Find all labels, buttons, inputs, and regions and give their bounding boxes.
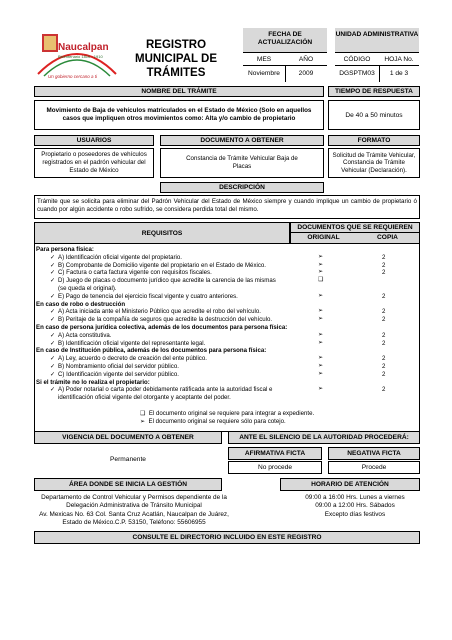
check-icon: ✓ bbox=[50, 364, 56, 370]
requisito-item-continuation bbox=[36, 285, 428, 293]
requisito-text: C) Factura o carta factura vigente con requisitos fiscales. bbox=[58, 269, 212, 277]
consulte-directorio-label: CONSULTE EL DIRECTORIO INCLUIDO EN ESTE REGISTRO bbox=[34, 531, 420, 544]
copia-count: 2 bbox=[382, 269, 386, 277]
copia-count: 2 bbox=[382, 316, 386, 324]
arrow-icon: ➢ bbox=[318, 363, 324, 369]
descripcion-value: Trámite que se solicita para eliminar del Padrón Vehicular del Estado de México siempre y cuando implique un cambio de propietario ó cuando por algún accidente o robo sufrido, se considera perdida total del mismo. bbox=[34, 195, 420, 219]
tiempo-label: TIEMPO DE RESPUESTA bbox=[328, 86, 420, 97]
arrow-icon: ➢ bbox=[318, 269, 324, 276]
ano-value: 2009 bbox=[298, 70, 314, 77]
copia-count: 2 bbox=[382, 339, 386, 347]
check-icon: ✓ bbox=[50, 293, 56, 300]
horario-line: Excepto días festivos bbox=[324, 510, 386, 518]
original-label: ORIGINAL bbox=[290, 233, 356, 244]
usuarios-value: Propietario o poseedores de vehículos registrados en el padrón vehicular del Estado de México bbox=[34, 148, 154, 178]
horario-line: 09:00 a 12:00 Hrs. Sábados bbox=[315, 502, 395, 510]
requisito-text: A) Poder notarial o carta poder debidamente ratificada ante la autoridad fiscal e bbox=[58, 386, 273, 394]
check-icon: ✓ bbox=[50, 356, 56, 363]
checkbox-icon: ❑ bbox=[318, 277, 324, 284]
requisito-text: B) Peritaje de la compañía de seguros que acredite la destrucción del vehículo. bbox=[58, 316, 273, 324]
title-line: REGISTRO bbox=[145, 39, 207, 51]
arrow-icon: ➢ bbox=[318, 261, 324, 268]
tramite-label: NOMBRE DEL TRÁMITE bbox=[34, 86, 324, 97]
tiempo-value: De 40 a 50 minutos bbox=[328, 100, 420, 130]
requisito-text: A) Acta constitutiva. bbox=[58, 331, 112, 339]
negativa-value: Procede bbox=[328, 461, 420, 474]
horario-box bbox=[290, 494, 420, 524]
mes-label: MES bbox=[256, 56, 272, 63]
codigo-value: DGSPTM03 bbox=[339, 70, 375, 77]
copia-label: COPIA bbox=[356, 233, 420, 244]
requisito-section-heading bbox=[36, 246, 406, 254]
requisito-text: A) Acta iniciada ante el Ministerio Público que acredite el robo del vehículo. bbox=[58, 308, 261, 316]
unidad-label: UNIDAD ADMINISTRATIVA bbox=[335, 28, 419, 53]
documento-value: Constancia de Trámite Vehicular Baja de Placas bbox=[160, 148, 324, 178]
descripcion-label: DESCRIPCIÓN bbox=[160, 182, 324, 193]
requisito-item-continuation bbox=[36, 394, 428, 402]
arrow-icon: ➢ bbox=[318, 331, 324, 338]
negativa-label: NEGATIVA FICTA bbox=[328, 447, 420, 460]
requisito-heading-text: En caso de persona jurídica colectiva, además de los documentos para persona física: bbox=[36, 324, 288, 331]
area-line: Delegación Administrativa de Tránsito Municipal bbox=[66, 502, 202, 510]
docs-requeridos-label: DOCUMENTOS QUE SE REQUIEREN bbox=[290, 222, 420, 233]
page-title bbox=[126, 38, 226, 80]
requisito-text: B) Identificación oficial vigente del representante legal. bbox=[58, 339, 206, 347]
requisito-section-heading bbox=[36, 301, 406, 309]
copia-count: 2 bbox=[382, 386, 386, 394]
vigencia-value: Permanente bbox=[110, 455, 146, 463]
check-icon: ✓ bbox=[50, 317, 56, 324]
note-original-cotejo: ➢ El documento original se requiere sólo para cotejo. bbox=[140, 418, 286, 425]
requisito-text: C) Identificación vigente del servidor público. bbox=[58, 370, 179, 378]
copia-count: 2 bbox=[382, 292, 386, 300]
unidad-box bbox=[335, 28, 419, 82]
horario-line: 09:00 a 16:00 Hrs. Lunes a viernes bbox=[305, 494, 405, 501]
requisito-section-heading bbox=[36, 324, 406, 332]
horario-label: HORARIO DE ATENCIÓN bbox=[280, 478, 420, 491]
logo-tagline: Un gobierno cercano a ti bbox=[48, 74, 98, 79]
area-line: Estado de México.C.P. 53150, Teléfono: 55606955 bbox=[62, 518, 206, 526]
ano-label: AÑO bbox=[298, 56, 314, 63]
check-icon: ✓ bbox=[50, 371, 56, 378]
arrow-icon: ➢ bbox=[318, 339, 324, 346]
check-icon: ✓ bbox=[50, 278, 56, 285]
requisito-heading-text: Para persona física: bbox=[36, 246, 94, 253]
requisitos-label: REQUISITOS bbox=[34, 222, 290, 244]
silencio-label: ANTE EL SILENCIO DE LA AUTORIDAD PROCEDERÁ: bbox=[228, 431, 420, 444]
area-line: Av. Mexicas No. 63 Col. Santa Cruz Acatlán, Naucalpan de Juárez, bbox=[39, 510, 229, 518]
check-icon: ✓ bbox=[50, 340, 56, 347]
codigo-label: CÓDIGO bbox=[343, 56, 371, 63]
check-icon: ✓ bbox=[50, 332, 56, 339]
logo-subtext: Bicentenario 1810 - 1910 bbox=[58, 54, 103, 59]
arrow-icon: ➢ bbox=[318, 386, 324, 393]
arrow-icon: ➢ bbox=[318, 370, 324, 377]
copia-count: 2 bbox=[382, 253, 386, 261]
tramite-name: Movimiento de Baja de vehículos matriculados en el Estado de México (Solo en aquellos casos que impliquen otros movimientos como: Alta y/o cambio de propietario bbox=[34, 100, 324, 130]
arrow-icon: ➢ bbox=[140, 418, 146, 425]
requisito-text: A) Identificación oficial vigente del propietario. bbox=[58, 253, 182, 261]
logo-emblem-icon bbox=[34, 30, 120, 88]
copia-count: 2 bbox=[382, 331, 386, 339]
area-label: ÁREA DONDE SE INICIA LA GESTIÓN bbox=[34, 478, 222, 491]
vigencia-label: VIGENCIA DEL DOCUMENTO A OBTENER bbox=[34, 431, 222, 444]
documento-label: DOCUMENTO A OBTENER bbox=[160, 135, 324, 146]
requisito-section-heading bbox=[36, 379, 406, 387]
copia-count: 2 bbox=[382, 261, 386, 269]
requisito-heading-text: En caso de Institución pública, además de los documentos para persona física: bbox=[36, 347, 267, 355]
hoja-label: HOJA No. bbox=[384, 56, 414, 63]
checkbox-icon: ❑ bbox=[140, 410, 146, 417]
check-icon: ✓ bbox=[50, 262, 56, 269]
title-line: TRÁMITES bbox=[146, 67, 206, 79]
logo bbox=[34, 30, 120, 88]
formato-value: Solicitud de Trámite Vehicular, Constancia de Trámite Vehicular (Declaración). bbox=[328, 148, 420, 178]
requisito-heading-text: Si el trámite no lo realiza el propietario: bbox=[36, 378, 150, 386]
requisito-text: E) Pago de tenencia del ejercicio fiscal vigente y cuatro anteriores. bbox=[58, 292, 238, 300]
requisito-text: B) Nombramiento oficial del servidor público. bbox=[58, 363, 179, 370]
area-box bbox=[34, 491, 234, 529]
requisito-text: B) Comprobante de Domicilio vigente del propietario en el Estado de México. bbox=[58, 261, 266, 269]
requisito-text: identificación oficial vigente del otorgante y aceptante del poder. bbox=[58, 394, 231, 402]
arrow-icon: ➢ bbox=[318, 355, 324, 362]
fecha-box bbox=[243, 28, 327, 82]
formato-label: FORMATO bbox=[328, 135, 420, 146]
copia-count: 2 bbox=[382, 363, 386, 370]
copia-count: 2 bbox=[382, 308, 386, 316]
requisito-section-heading bbox=[36, 347, 406, 355]
area-line: Departamento de Control Vehicular y Permisos dependiente de la bbox=[41, 494, 227, 501]
check-icon: ✓ bbox=[50, 309, 56, 316]
copia-count: 2 bbox=[382, 370, 386, 378]
usuarios-label: USUARIOS bbox=[34, 135, 154, 146]
fecha-label: FECHA DE ACTUALIZACIÓN bbox=[243, 28, 327, 53]
mes-value: Noviembre bbox=[248, 70, 280, 77]
logo-text: Naucalpan bbox=[58, 42, 109, 53]
copia-count: 2 bbox=[382, 355, 386, 363]
arrow-icon: ➢ bbox=[318, 316, 324, 323]
arrow-icon: ➢ bbox=[318, 308, 324, 315]
arrow-icon: ➢ bbox=[318, 253, 324, 260]
hoja-value: 1 de 3 bbox=[389, 70, 409, 77]
requisito-text: A) Ley, acuerdo o decreto de creación del ente público. bbox=[58, 355, 207, 363]
afirmativa-label: AFIRMATIVA FICTA bbox=[228, 447, 322, 460]
note-original-expediente: ❑ El documento original se requiere para integrar a expediente. bbox=[140, 410, 315, 417]
check-icon: ✓ bbox=[50, 387, 56, 394]
requisito-text: D) Juego de placas o documento jurídico que acredite la carencia de las mismas bbox=[58, 277, 276, 285]
requisito-heading-text: En caso de robo o destrucción bbox=[36, 300, 126, 308]
check-icon: ✓ bbox=[50, 270, 56, 277]
arrow-icon: ➢ bbox=[318, 292, 324, 299]
requisito-text: (se queda el original). bbox=[58, 285, 117, 292]
afirmativa-value: No procede bbox=[228, 461, 322, 474]
check-icon: ✓ bbox=[50, 254, 56, 261]
title-line: MUNICIPAL DE bbox=[135, 53, 217, 65]
